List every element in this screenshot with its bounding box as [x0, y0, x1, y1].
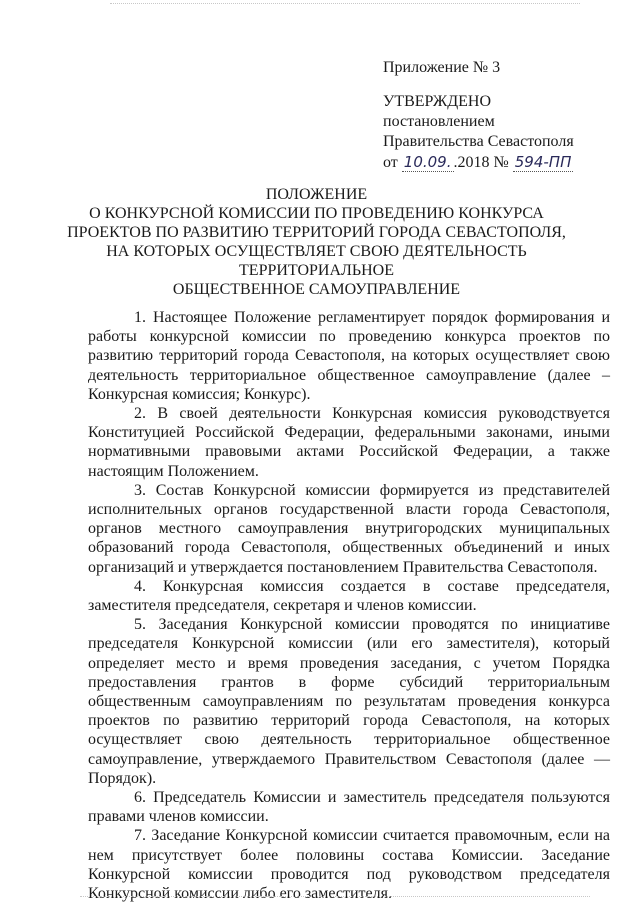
government-name: Правительства Севастополя	[383, 133, 574, 150]
handwritten-number: 594-ПП	[514, 153, 572, 171]
paragraph-6: 6. Председатель Комиссии и заместитель председателя пользуются правами членов комиссии.	[88, 789, 610, 826]
scan-artifact-top	[110, 3, 580, 4]
annex-label: Приложение № 3	[383, 59, 501, 76]
title-line: ПОЛОЖЕНИЕ	[265, 186, 368, 203]
resolution-year: .2018 №	[453, 154, 509, 171]
handwritten-date: 10.09.	[403, 153, 452, 171]
title-line: НА КОТОРЫХ ОСУЩЕСТВЛЯЕТ СВОЮ ДЕЯТЕЛЬНОСТЬ	[106, 243, 527, 260]
paragraph-2: 2. В своей деятельности Конкурсная комиссия руководствуется Конституцией Российской Федерации, федеральными законами, иными нормативными правовыми актами Российской Федерации, а также настоящим Положением.	[88, 405, 610, 480]
title-line: ПРОЕКТОВ ПО РАЗВИТИЮ ТЕРРИТОРИЙ ГОРОДА СЕВАСТОПОЛЯ,	[67, 224, 566, 241]
scan-artifact-bottom	[80, 896, 590, 897]
resolution-date-line	[383, 152, 623, 173]
paragraph-7: 7. Заседание Конкурсной комиссии считается правомочным, если на нем присутствует более половины состава Комиссии. Заседание Конкурсной комиссии проводится под руководством председателя Конкурсной комиссии либо его заместителя.	[88, 827, 610, 903]
paragraph-4: 4. Конкурсная комиссия создается в составе председателя, заместителя председателя, секретаря и членов комиссии.	[88, 577, 610, 615]
document-title	[0, 185, 633, 299]
approval-block	[383, 58, 623, 173]
date-prefix: от	[383, 154, 398, 171]
paragraph-3: 3. Состав Конкурсной комиссии формируется из представителей исполнительных органов государственной власти города Севастополя, органов местного самоуправления внутригородских муниципальных образований города Севастополя, общественных объединений и иных организаций и утверждается постановлением Правительства Севастополя.	[88, 481, 610, 576]
title-line: ОБЩЕСТВЕННОЕ САМОУПРАВЛЕНИЕ	[172, 281, 461, 298]
approved-by: постановлением	[383, 113, 495, 130]
title-line: О КОНКУРСНОЙ КОМИССИИ ПО ПРОВЕДЕНИЮ КОНКУРСА	[89, 205, 544, 222]
title-line: ТЕРРИТОРИАЛЬНОЕ	[239, 262, 394, 279]
paragraph-5: 5. Заседания Конкурсной комиссии проводятся по инициативе председателя Конкурсной комиссии (или его заместителя), который определяет место и время проведения заседания, с учетом Порядка предоставления грантов в форме субсидий территориальным общественным самоуправлениям по результатам проведения конкурса проектов по развитию территорий города Севастополя, на которых осуществляет свою деятельность территориальное общественное самоуправление, утверждаемого Правительством Севастополя (далее — Порядок).	[88, 616, 610, 787]
approved-label: УТВЕРЖДЕНО	[383, 93, 492, 110]
document-body	[88, 308, 610, 903]
paragraph-1: 1. Настоящее Положение регламентирует порядок формирования и работы конкурсной комиссии по проведению конкурса проектов по развитию территорий города Севастополя, на которых осуществляет свою деятельность территориальное общественное самоуправление (далее – Конкурсная комиссия; Конкурс).	[88, 309, 610, 403]
